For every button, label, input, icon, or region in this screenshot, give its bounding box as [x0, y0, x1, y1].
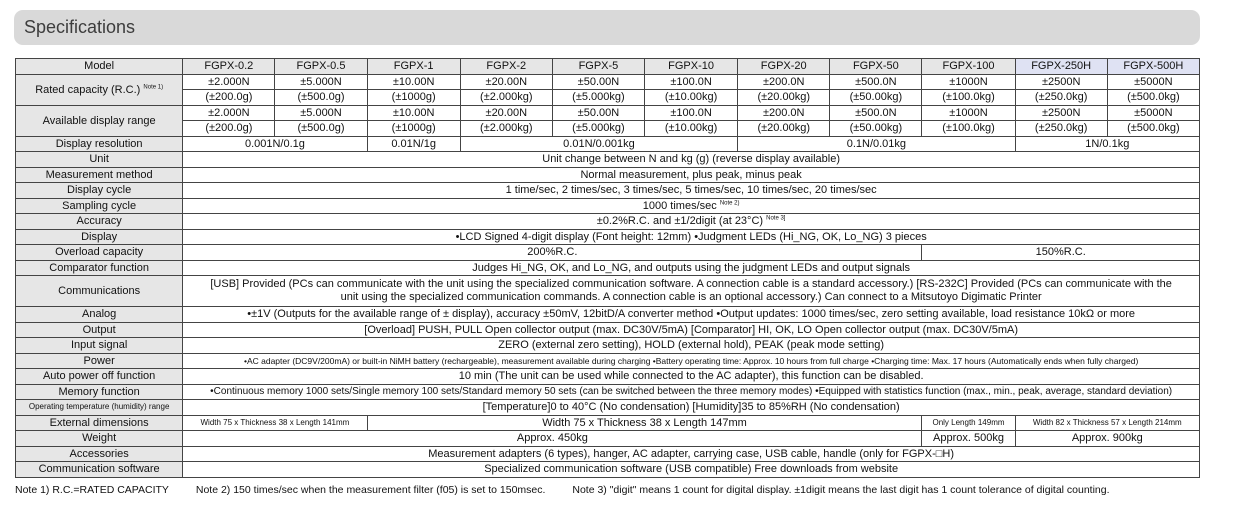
specifications-table	[15, 58, 1200, 478]
auto-power-row	[16, 369, 1200, 385]
overload-value: 200%R.C.	[183, 245, 922, 261]
spec-value-cell: ±20.00N	[460, 105, 552, 121]
unit-label: Unit	[16, 152, 183, 168]
measurement-value: Normal measurement, plus peak, minus peak	[183, 167, 1200, 183]
spec-value-cell: ±500.0N	[830, 74, 922, 90]
model-cell: FGPX-2	[460, 59, 552, 75]
note-ref: Note 3]	[766, 215, 786, 222]
accessories-label: Accessories	[16, 446, 183, 462]
spec-value-cell: ±2.000N	[183, 105, 275, 121]
spec-value-cell: ±200.0N	[738, 105, 830, 121]
spec-value-cell: (±50.00kg)	[830, 90, 922, 106]
spec-value-cell: ±5.000N	[275, 105, 367, 121]
spec-value-cell: (±500.0g)	[275, 90, 367, 106]
model-cell: FGPX-1	[367, 59, 460, 75]
spec-value-cell: (±250.0kg)	[1015, 90, 1107, 106]
spec-value-cell: (±20.00kg)	[738, 121, 830, 137]
accuracy-label: Accuracy	[16, 214, 183, 230]
accuracy-cell	[183, 214, 1200, 230]
spec-value-cell: (±500.0kg)	[1107, 121, 1199, 137]
spec-value-cell: ±10.00N	[367, 105, 460, 121]
communications-cell	[183, 276, 1200, 307]
sampling-cycle-label: Sampling cycle	[16, 198, 183, 214]
accuracy-value: ±0.2%R.C. and ±1/2digit (at 23°C)	[596, 215, 764, 228]
spec-value-cell: ±5000N	[1107, 74, 1199, 90]
model-label: Model	[16, 59, 183, 75]
model-cell: FGPX-50	[830, 59, 922, 75]
spec-value-cell: (±100.0kg)	[922, 121, 1015, 137]
input-signal-label: Input signal	[16, 338, 183, 354]
dimensions-value: Only Length 149mm	[922, 415, 1015, 431]
display-cycle-label: Display cycle	[16, 183, 183, 199]
sampling-cycle-row	[16, 198, 1200, 214]
dimensions-value: Width 82 x Thickness 57 x Length 214mm	[1015, 415, 1199, 431]
spec-value-cell: ±2.000N	[183, 74, 275, 90]
sampling-cycle-cell	[183, 198, 1200, 214]
overload-label: Overload capacity	[16, 245, 183, 261]
memory-row	[16, 384, 1200, 400]
memory-label: Memory function	[16, 384, 183, 400]
comparator-label: Comparator function	[16, 260, 183, 276]
footnotes	[15, 484, 1134, 496]
dimensions-value: Width 75 x Thickness 38 x Length 147mm	[367, 415, 922, 431]
spec-value-cell: (±500.0g)	[275, 121, 367, 137]
input-signal-row	[16, 338, 1200, 354]
model-cell: FGPX-20	[738, 59, 830, 75]
spec-value-cell: (±2.000kg)	[460, 90, 552, 106]
communications-row	[16, 276, 1200, 307]
weight-row	[16, 431, 1200, 447]
communications-label: Communications	[16, 276, 183, 307]
analog-label: Analog	[16, 307, 183, 323]
overload-value: 150%R.C.	[922, 245, 1200, 261]
model-cell: FGPX-0.5	[275, 59, 367, 75]
model-cell: FGPX-0.2	[183, 59, 275, 75]
power-value: •AC adapter (DC9V/200mA) or built-in NiMH battery (rechargeable), measurement available during charging •Battery operating time: Approx. 10 hours from full charge •Charging time: Max. 17 hours (Automatically ends when fully charged)	[183, 353, 1200, 369]
weight-label: Weight	[16, 431, 183, 447]
operating-temp-row	[16, 400, 1200, 416]
accessories-row	[16, 446, 1200, 462]
spec-value-cell: ±50.00N	[552, 105, 644, 121]
comparator-value: Judges Hi_NG, OK, and Lo_NG, and outputs using the judgment LEDs and output signals	[183, 260, 1200, 276]
weight-value: Approx. 450kg	[183, 431, 922, 447]
analog-row	[16, 307, 1200, 323]
dimensions-label: External dimensions	[16, 415, 183, 431]
spec-value-cell: (±5.000kg)	[552, 90, 644, 106]
analog-value: •±1V (Outputs for the available range of ± display), accuracy ±50mV, 12bitD/A converter method •Output updates: 1000 times/sec, zero setting available, load resistance 10kΩ or more	[183, 307, 1200, 323]
spec-value-cell: ±200.0N	[738, 74, 830, 90]
spec-value-cell: (±500.0kg)	[1107, 90, 1199, 106]
display-label: Display	[16, 229, 183, 245]
weight-value: Approx. 500kg	[922, 431, 1015, 447]
model-row	[16, 59, 1200, 75]
software-row	[16, 462, 1200, 478]
spec-value-cell: ±100.0N	[645, 105, 738, 121]
resolution-value: 0.01N/0.001kg	[460, 136, 737, 152]
rated-capacity-grams-row	[16, 90, 1200, 106]
spec-value-cell: ±2500N	[1015, 74, 1107, 90]
model-cell: FGPX-250H	[1015, 59, 1107, 75]
resolution-value: 0.1N/0.01kg	[738, 136, 1015, 152]
spec-value-cell: (±2.000kg)	[460, 121, 552, 137]
note-ref: Note 2)	[719, 200, 740, 207]
spec-value-cell: ±1000N	[922, 74, 1015, 90]
measurement-row	[16, 167, 1200, 183]
spec-value-cell: (±20.00kg)	[738, 90, 830, 106]
power-label: Power	[16, 353, 183, 369]
output-label: Output	[16, 322, 183, 338]
rated-capacity-row	[16, 74, 1200, 90]
power-row	[16, 353, 1200, 369]
output-value: [Overload] PUSH, PULL Open collector output (max. DC30V/5mA) [Comparator] HI, OK, LO Open collector output (max. DC30V/5mA)	[183, 322, 1200, 338]
section-title: Specifications	[24, 17, 136, 37]
spec-value-cell: ±5000N	[1107, 105, 1199, 121]
display-value: •LCD Signed 4-digit display (Font height: 12mm) •Judgment LEDs (Hi_NG, OK, Lo_NG) 3 pieces	[183, 229, 1200, 245]
display-resolution-row	[16, 136, 1200, 152]
spec-value-cell: (±5.000kg)	[552, 121, 644, 137]
display-cycle-row	[16, 183, 1200, 199]
footnote: Note 1) R.C.=RATED CAPACITY	[15, 484, 169, 496]
dimensions-value: Width 75 x Thickness 38 x Length 141mm	[183, 415, 367, 431]
comparator-row	[16, 260, 1200, 276]
weight-value: Approx. 900kg	[1015, 431, 1199, 447]
spec-value-cell: (±10.00kg)	[645, 121, 738, 137]
overload-row	[16, 245, 1200, 261]
model-cell: FGPX-100	[922, 59, 1015, 75]
section-header	[14, 10, 1200, 45]
spec-value-cell: ±2500N	[1015, 105, 1107, 121]
rated-capacity-label: Rated capacity (R.C.) $^{Note 1)}$	[16, 74, 183, 105]
input-signal-value: ZERO (external zero setting), HOLD (external hold), PEAK (peak mode setting)	[183, 338, 1200, 354]
measurement-label: Measurement method	[16, 167, 183, 183]
display-cycle-value: 1 time/sec, 2 times/sec, 3 times/sec, 5 times/sec, 10 times/sec, 20 times/sec	[183, 183, 1200, 199]
operating-temp-value: [Temperature]0 to 40°C (No condensation) [Humidity]35 to 85%RH (No condensation)	[183, 400, 1200, 416]
model-cell: FGPX-5	[552, 59, 644, 75]
software-label: Communication software	[16, 462, 183, 478]
software-value: Specialized communication software (USB compatible) Free downloads from website	[183, 462, 1200, 478]
output-row	[16, 322, 1200, 338]
display-range-row	[16, 105, 1200, 121]
spec-value-cell: ±10.00N	[367, 74, 460, 90]
accuracy-row	[16, 214, 1200, 230]
unit-row	[16, 152, 1200, 168]
accessories-value: Measurement adapters (6 types), hanger, AC adapter, carrying case, USB cable, handle (only for FGPX-□H)	[183, 446, 1200, 462]
spec-value-cell: (±100.0kg)	[922, 90, 1015, 106]
resolution-value: 1N/0.1kg	[1015, 136, 1199, 152]
spec-value-cell: ±1000N	[922, 105, 1015, 121]
note-ref: Note 1)	[143, 83, 164, 90]
spec-value-cell: (±1000g)	[367, 121, 460, 137]
spec-value-cell: (±10.00kg)	[645, 90, 738, 106]
model-cell: FGPX-500H	[1107, 59, 1199, 75]
footnote: Note 3) "digit" means 1 count for digital display. ±1digit means the last digit has 1 count tolerance of digital counting.	[572, 484, 1110, 496]
resolution-value: 0.001N/0.1g	[183, 136, 367, 152]
spec-value-cell: (±200.0g)	[183, 90, 275, 106]
communications-line: unit using the specialized communication commands. A connection cable is an optional accessory.) Can connect to a Mitsutoyo Digimatic Printer	[340, 291, 1042, 303]
operating-temp-label: Operating temperature (humidity) range	[16, 400, 183, 416]
auto-power-label: Auto power off function	[16, 369, 183, 385]
spec-value-cell: ±50.00N	[552, 74, 644, 90]
spec-value-cell: (±250.0kg)	[1015, 121, 1107, 137]
spec-value-cell: ±5.000N	[275, 74, 367, 90]
resolution-value: 0.01N/1g	[367, 136, 460, 152]
memory-value: •Continuous memory 1000 sets/Single memory 100 sets/Standard memory 50 sets (can be switched between the three memory modes) •Equipped with statistics function (max., min., peak, average, standard deviation)	[183, 384, 1200, 400]
unit-value: Unit change between N and kg (g) (reverse display available)	[183, 152, 1200, 168]
communications-line: [USB] Provided (PCs can communicate with the unit using the specialized communication software. A connection cable is a standard accessory.) [RS-232C] Provided (PCs can communicate with the	[210, 278, 1172, 290]
spec-value-cell: ±100.0N	[645, 74, 738, 90]
footnote: Note 2) 150 times/sec when the measurement filter (f05) is set to 150msec.	[195, 484, 546, 496]
dimensions-row	[16, 415, 1200, 431]
spec-value-cell: (±200.0g)	[183, 121, 275, 137]
sampling-cycle-value: 1000 times/sec	[642, 199, 717, 212]
spec-value-cell: (±50.00kg)	[830, 121, 922, 137]
display-resolution-label: Display resolution	[16, 136, 183, 152]
display-range-grams-row	[16, 121, 1200, 137]
spec-value-cell: (±1000g)	[367, 90, 460, 106]
spec-value-cell: ±500.0N	[830, 105, 922, 121]
spec-value-cell: ±20.00N	[460, 74, 552, 90]
display-row	[16, 229, 1200, 245]
model-cell: FGPX-10	[645, 59, 738, 75]
display-range-label: Available display range	[16, 105, 183, 136]
auto-power-value: 10 min (The unit can be used while connected to the AC adapter), this function can be disabled.	[183, 369, 1200, 385]
